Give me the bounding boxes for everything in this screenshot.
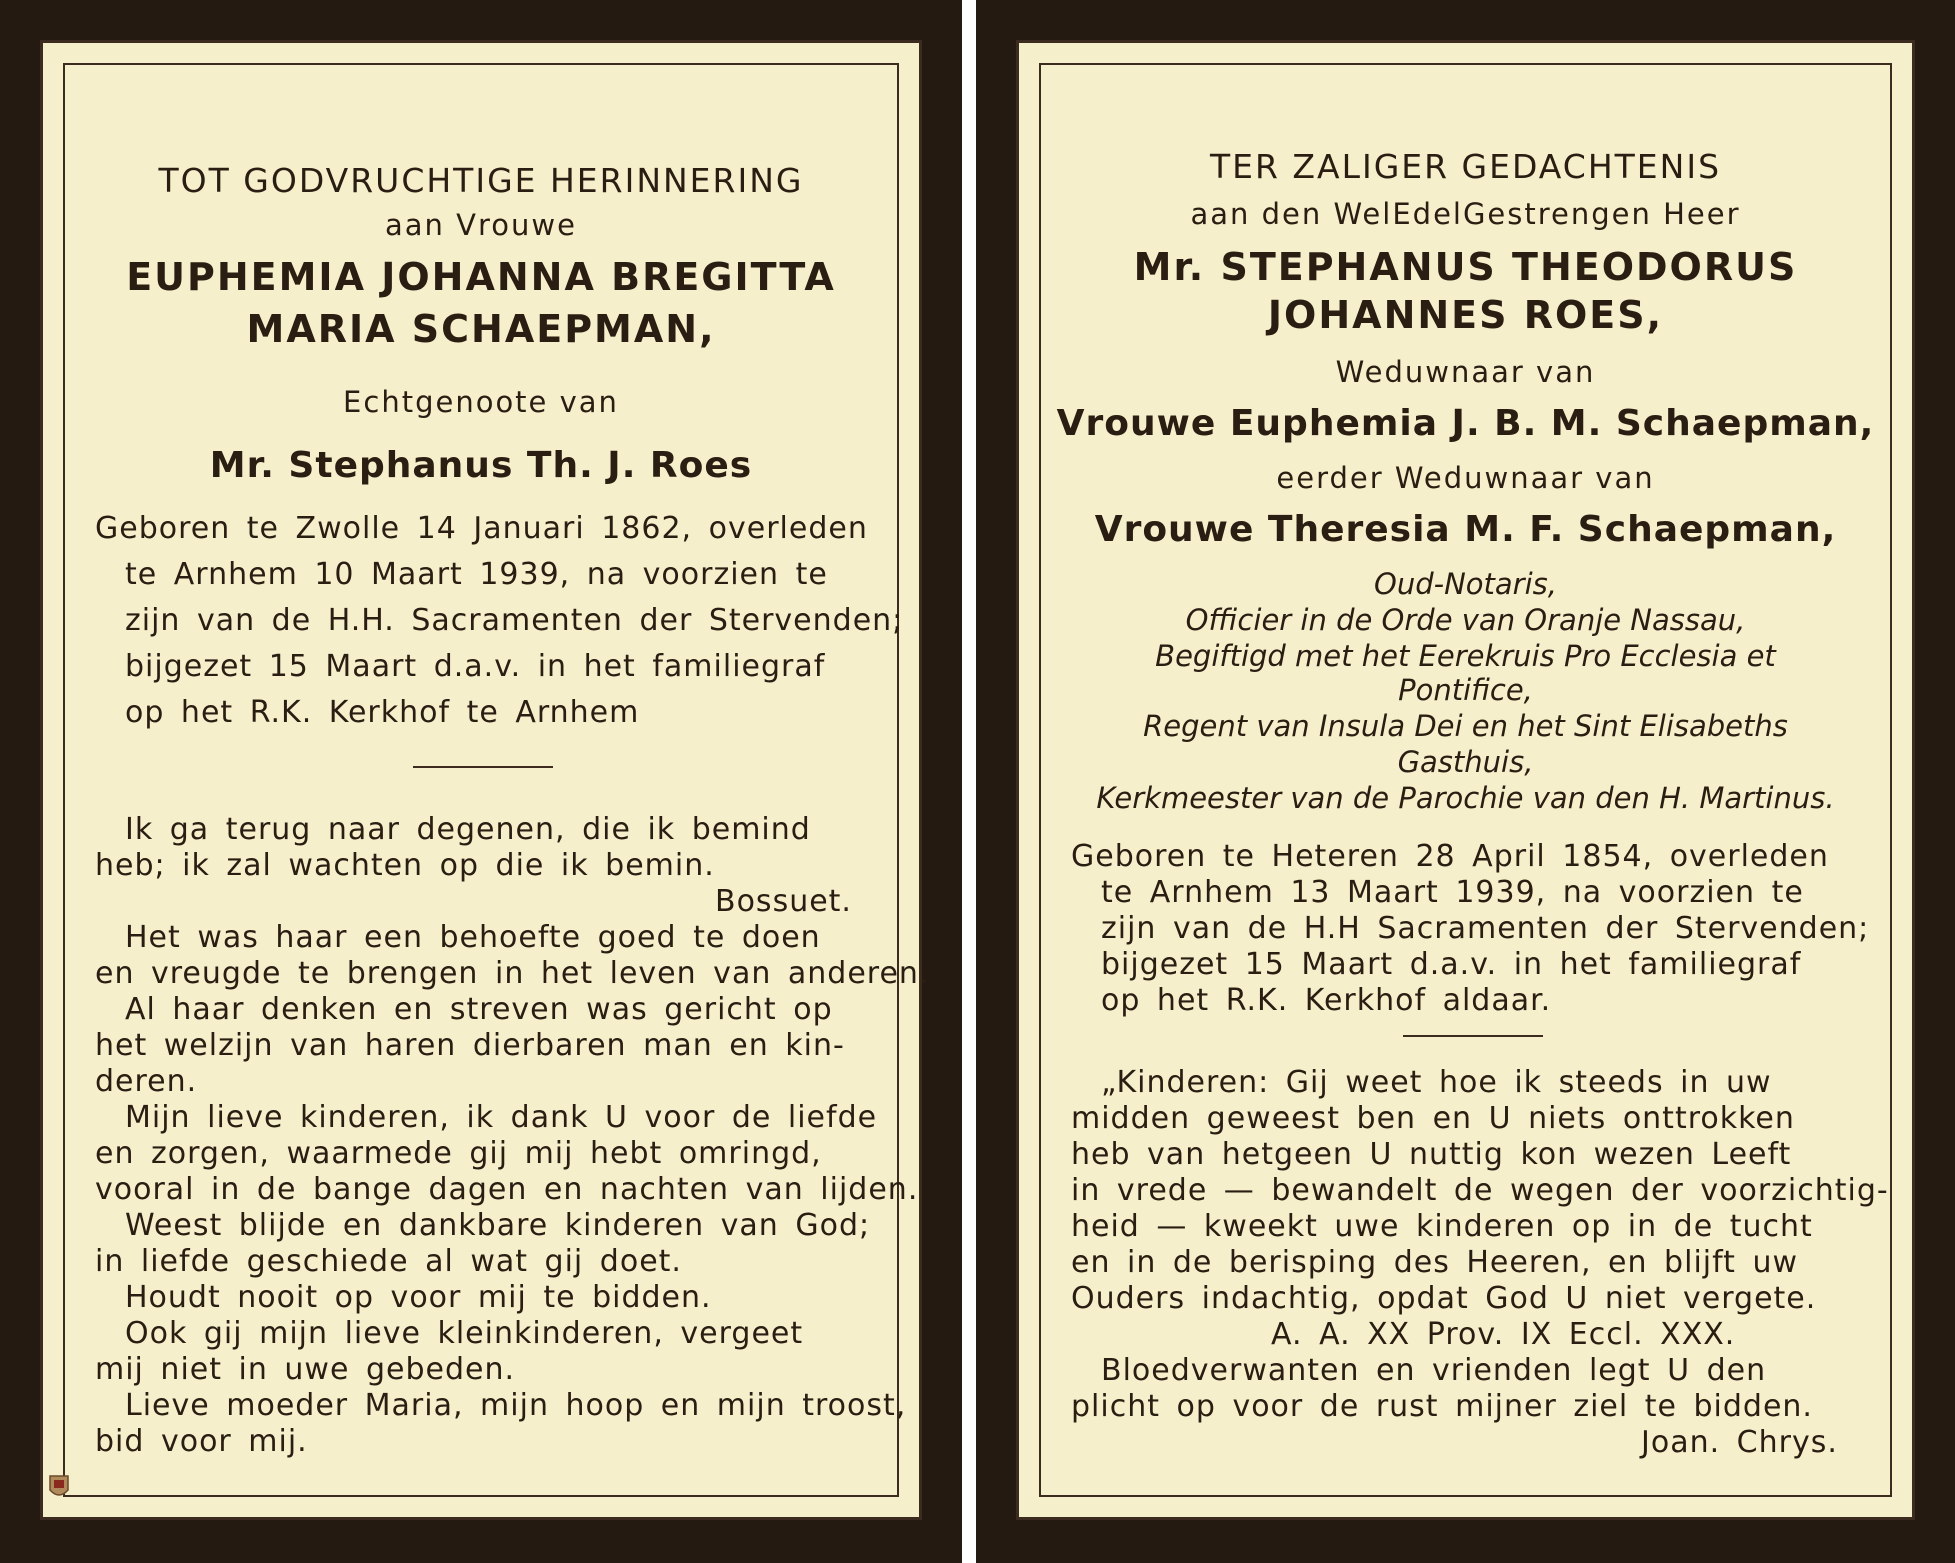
right-text-line: Bloedverwanten en vrienden legt U den xyxy=(1101,1353,1767,1388)
left-text-line: bid voor mij. xyxy=(95,1424,308,1459)
right-salutation: aan den WelEdelGestrengen Heer xyxy=(1190,197,1741,231)
left-text-line: en zorgen, waarmede gij mij hebt omringd, xyxy=(95,1136,822,1171)
right-title-line: Regent van Insula Dei en het Sint Elisabeths xyxy=(1143,709,1788,743)
left-text-line: Ook gij mijn lieve kleinkinderen, vergeet xyxy=(125,1316,804,1351)
left-text-line: Bossuet. xyxy=(715,884,852,919)
right-spouse1: Vrouwe Euphemia J. B. M. Schaepman, xyxy=(1056,403,1875,444)
right-card-panel xyxy=(1016,40,1915,1520)
right-relation2: eerder Weduwnaar van xyxy=(1276,461,1655,495)
right-divider xyxy=(1403,1035,1543,1037)
right-title-line: Pontifice, xyxy=(1398,673,1533,707)
left-heading: TOT GODVRUCHTIGE HERINNERING xyxy=(158,161,804,200)
left-text-line: Houdt nooit op voor mij te bidden. xyxy=(125,1280,712,1315)
left-name-line2: MARIA SCHAEPMAN, xyxy=(246,307,716,351)
left-text-line: vooral in de bange dagen en nachten van lijden. xyxy=(95,1172,919,1207)
right-text-line: A. A. XX Prov. IX Eccl. XXX. xyxy=(1271,1317,1736,1352)
left-text-line: Ik ga terug naar degenen, die ik bemind xyxy=(125,812,811,847)
right-text-line: plicht op voor de rust mijner ziel te bidden. xyxy=(1071,1389,1813,1424)
right-text-line: Ouders indachtig, opdat God U niet vergete. xyxy=(1071,1281,1817,1316)
right-bio-line: te Arnhem 13 Maart 1939, na voorzien te xyxy=(1101,875,1804,910)
right-text-line: en in de berisping des Heeren, en blijft uw xyxy=(1071,1245,1798,1280)
right-title-line: Begiftigd met het Eerekruis Pro Ecclesia et xyxy=(1155,639,1776,673)
left-spouse: Mr. Stephanus Th. J. Roes xyxy=(209,445,753,486)
right-text-line: heb van hetgeen U nuttig kon wezen Leeft xyxy=(1071,1137,1792,1172)
left-text-line: Lieve moeder Maria, mijn hoop en mijn troost, xyxy=(125,1388,907,1423)
right-text-line: in vrede — bewandelt de wegen der voorzichtig- xyxy=(1071,1173,1889,1208)
right-title-line: Kerkmeester van de Parochie van den H. Martinus. xyxy=(1096,781,1835,815)
right-relation1: Weduwnaar van xyxy=(1335,355,1596,389)
right-bio-line: bijgezet 15 Maart d.a.v. in het familiegraf xyxy=(1101,947,1802,982)
right-text-line: midden geweest ben en U niets onttrokken xyxy=(1071,1101,1795,1136)
left-name-line1: EUPHEMIA JOHANNA BREGITTA xyxy=(126,255,836,299)
right-memorial-card xyxy=(976,0,1955,1563)
left-card-frame xyxy=(63,63,930,1497)
left-text-line: heb; ik zal wachten op die ik bemin. xyxy=(95,848,715,883)
right-heading: TER ZALIGER GEDACHTENIS xyxy=(1209,147,1722,186)
right-name-line2: JOHANNES ROES, xyxy=(1267,293,1664,337)
left-relation: Echtgenoote van xyxy=(343,385,619,419)
left-card-panel xyxy=(40,40,930,1520)
left-text-line: in liefde geschiede al wat gij doet. xyxy=(95,1244,682,1279)
right-text-line: heid — kweekt uwe kinderen op in de tucht xyxy=(1071,1209,1813,1244)
left-text-line: Weest blijde en dankbare kinderen van God; xyxy=(125,1208,871,1243)
left-text-line: Mijn lieve kinderen, ik dank U voor de liefde xyxy=(125,1100,878,1135)
right-name-line1: Mr. STEPHANUS THEODORUS xyxy=(1133,245,1798,289)
right-title-line: Officier in de Orde van Oranje Nassau, xyxy=(1185,603,1746,637)
left-text-line: en vreugde te brengen in het leven van anderen. xyxy=(95,956,930,991)
left-bio-line: zijn van de H.H. Sacramenten der Stervenden; xyxy=(125,603,904,638)
right-text-line: „Kinderen: Gij weet hoe ik steeds in uw xyxy=(1101,1065,1772,1100)
left-bio-line: te Arnhem 10 Maart 1939, na voorzien te xyxy=(125,557,828,592)
left-bio-line: op het R.K. Kerkhof te Arnhem xyxy=(125,695,640,730)
left-text-line: Het was haar een behoefte goed te doen xyxy=(125,920,821,955)
left-memorial-card xyxy=(0,0,962,1563)
right-text-line: Joan. Chrys. xyxy=(1641,1425,1838,1460)
left-text-line: Al haar denken en streven was gericht op xyxy=(125,992,833,1027)
left-text-line: het welzijn van haren dierbaren man en kin- xyxy=(95,1028,845,1063)
right-bio-line: op het R.K. Kerkhof aldaar. xyxy=(1101,983,1552,1018)
right-card-frame xyxy=(1039,63,1892,1497)
right-title-line: Gasthuis, xyxy=(1397,745,1534,779)
left-bio-line: bijgezet 15 Maart d.a.v. in het familiegraf xyxy=(125,649,826,684)
left-bio-line: Geboren te Zwolle 14 Januari 1862, overleden xyxy=(95,511,868,546)
left-divider xyxy=(413,766,553,768)
left-text-line: deren. xyxy=(95,1064,198,1099)
archive-seal-icon xyxy=(48,1472,70,1502)
right-bio-line: Geboren te Heteren 28 April 1854, overleden xyxy=(1071,839,1829,874)
right-bio-line: zijn van de H.H Sacramenten der Stervenden; xyxy=(1101,911,1870,946)
left-salutation: aan Vrouwe xyxy=(385,208,577,242)
right-spouse2: Vrouwe Theresia M. F. Schaepman, xyxy=(1094,509,1837,550)
right-title-line: Oud-Notaris, xyxy=(1374,567,1557,601)
left-text-line: mij niet in uwe gebeden. xyxy=(95,1352,516,1387)
